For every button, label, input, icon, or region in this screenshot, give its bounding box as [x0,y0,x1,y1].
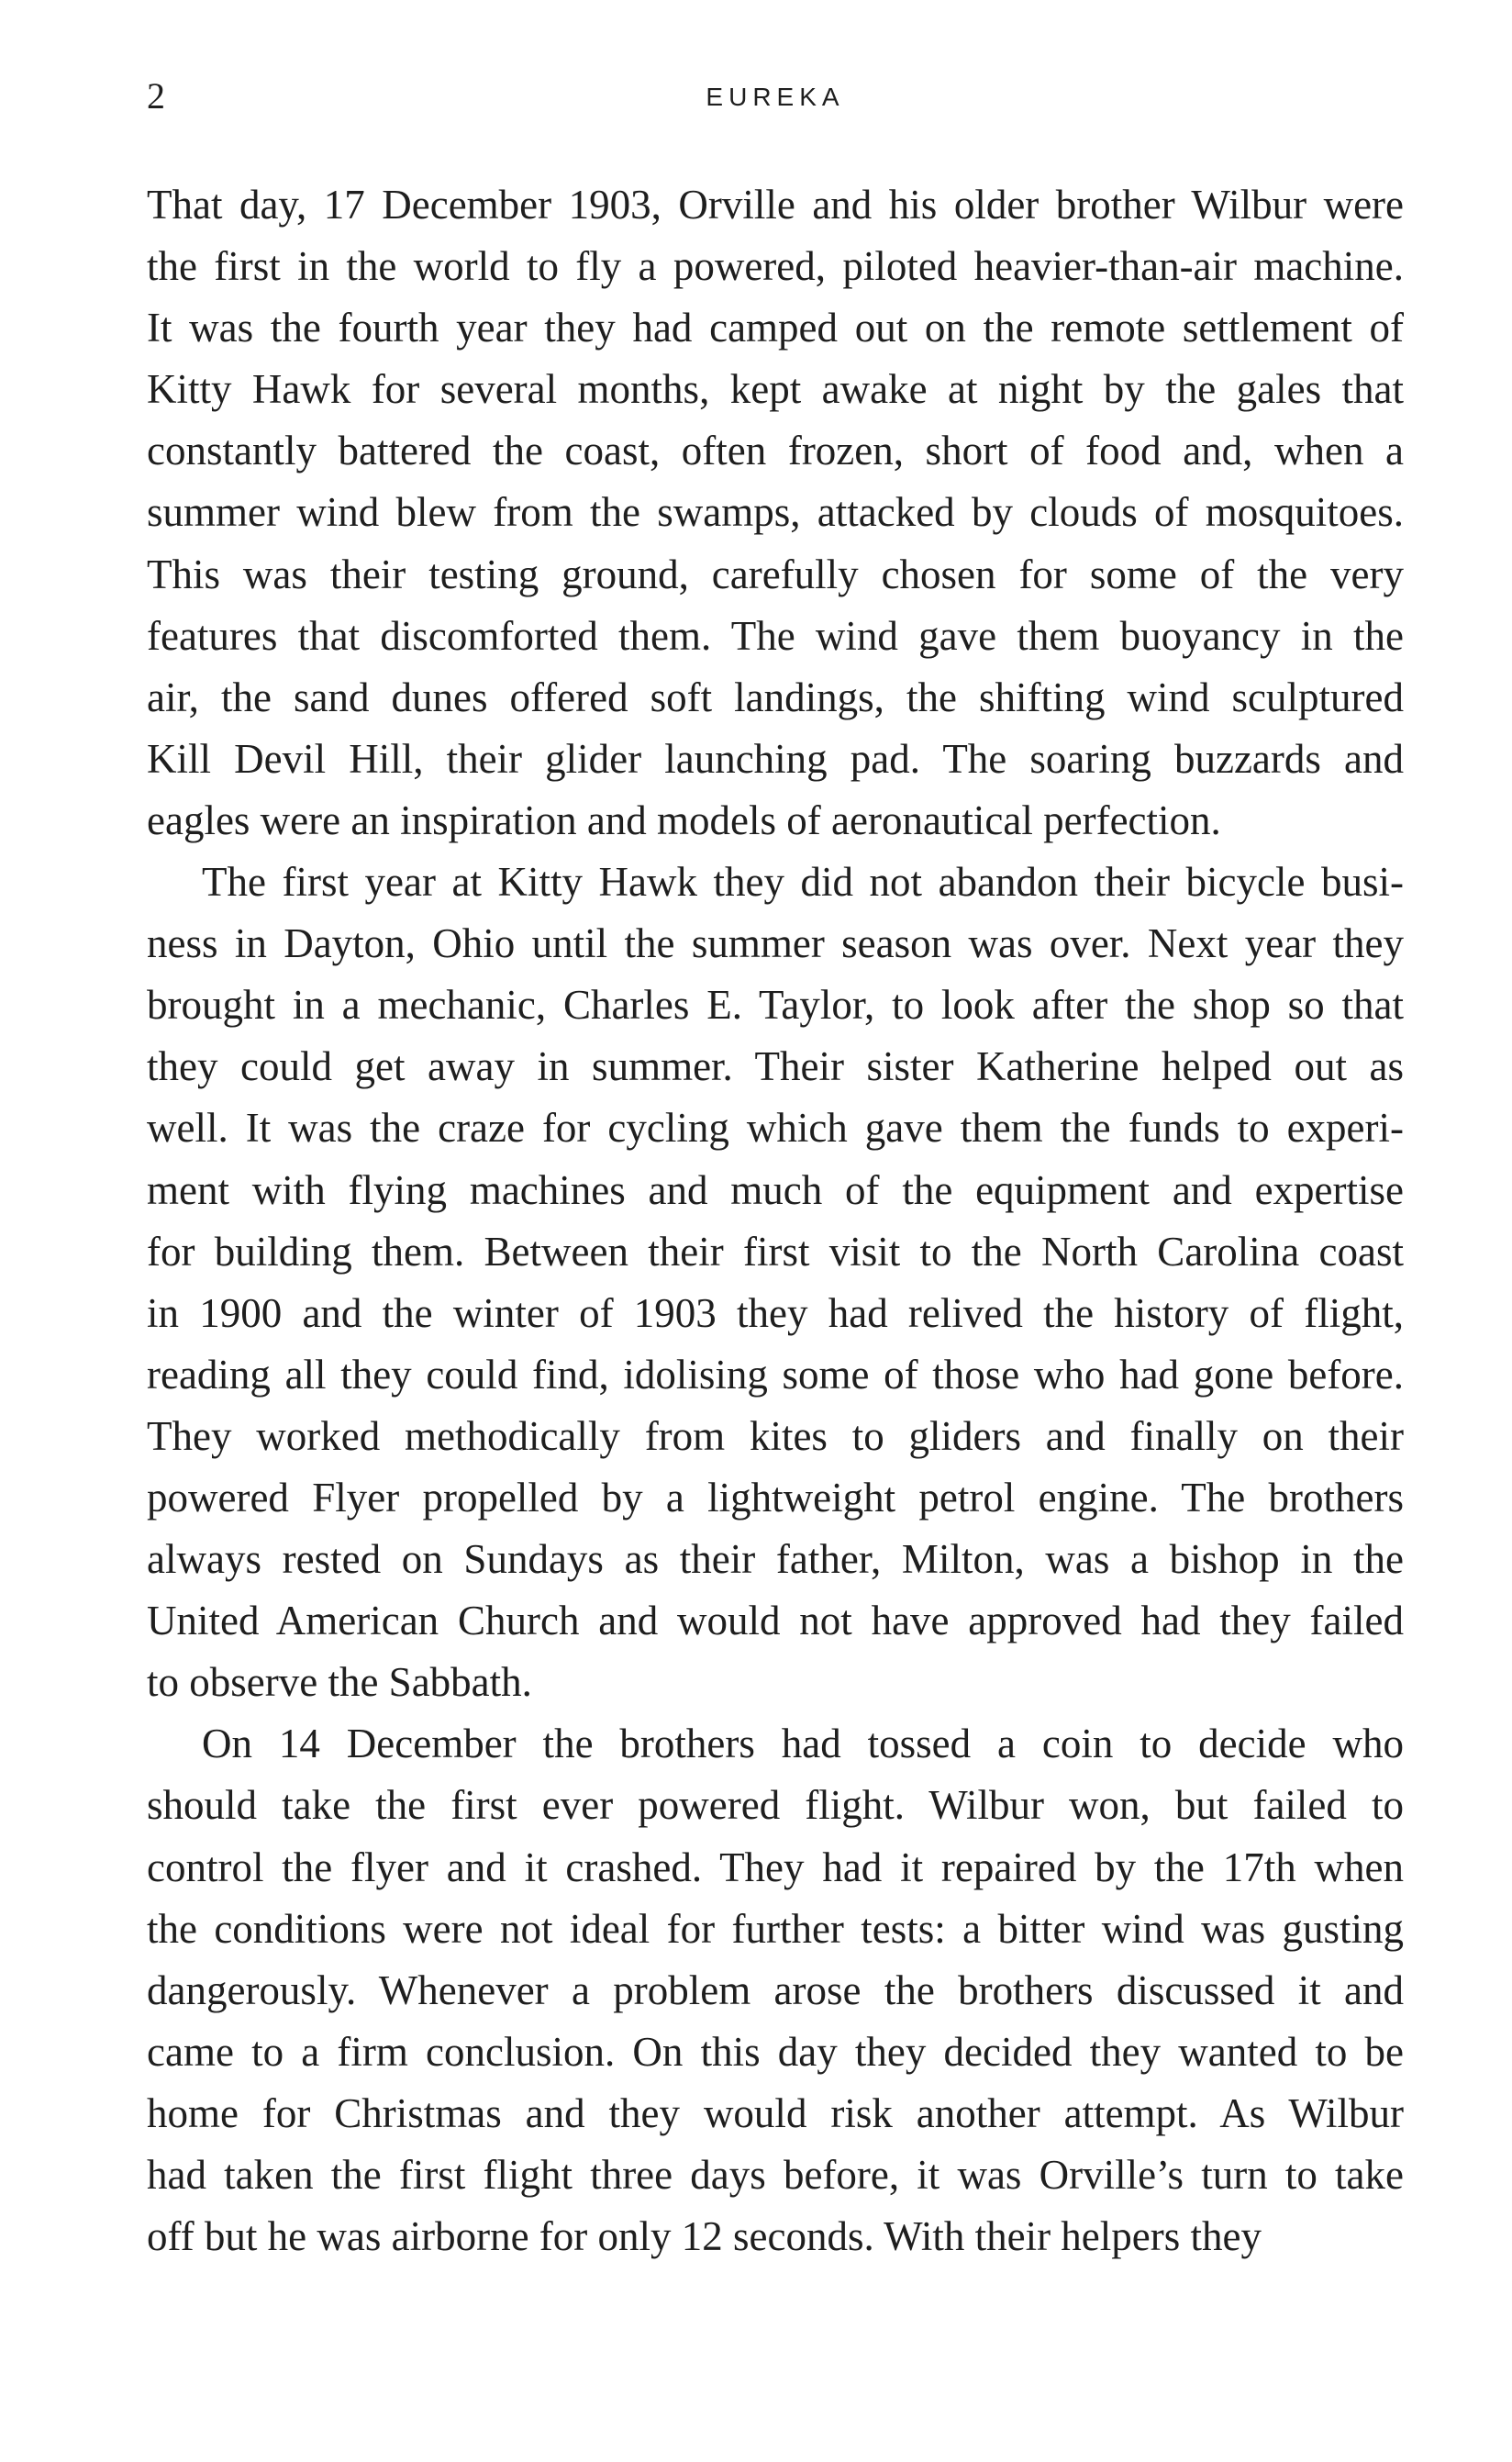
text-line: the first in the world to fly a powered, piloted heavier-than-air machine. [147,243,1404,290]
text-line: They worked methodically from kites to gliders and finally on their [147,1412,1404,1459]
text-line: constantly battered the coast, often frozen, short of food and, when a [147,428,1404,474]
text-line: ness in Dayton, Ohio until the summer season was over. Next year they [147,920,1404,967]
text-line: It was the fourth year they had camped out on the remote settlement of [147,305,1404,351]
text-line: Kitty Hawk for several months, kept awake at night by the gales that [147,366,1404,413]
paragraph [147,852,1404,1713]
paragraph [147,174,1404,852]
text-line: The first year at Kitty Hawk they did not abandon their bicycle busi- [202,859,1404,906]
text-line: eagles were an inspiration and models of aeronautical perfection. [147,797,1221,843]
text-line: always rested on Sundays as their father, Milton, was a bishop in the [147,1536,1404,1583]
text-line: control the flyer and it crashed. They had it repaired by the 17th when [147,1844,1404,1890]
text-line: had taken the first flight three days before, it was Orville’s turn to take [147,2152,1404,2198]
text-line: features that discomforted them. The wind gave them buoyancy in the [147,612,1404,659]
text-line: came to a firm conclusion. On this day they decided they wanted to be [147,2028,1404,2075]
text-line: the conditions were not ideal for further tests: a bitter wind was gusting [147,1905,1404,1952]
text-line: Kill Devil Hill, their glider launching pad. The soaring buzzards and [147,735,1404,782]
page-number: 2 [147,75,165,117]
body-text [147,174,1404,2267]
text-line: This was their testing ground, carefully chosen for some of the very [147,551,1404,597]
text-line: for building them. Between their first visit to the North Carolina coast [147,1228,1404,1275]
paragraph [147,1713,1404,2267]
text-line: air, the sand dunes offered soft landings, the shifting wind sculptured [147,674,1404,720]
text-line: That day, 17 December 1903, Orville and his older brother Wilbur were [147,182,1404,228]
text-line: brought in a mechanic, Charles E. Taylor, to look after the shop so that [147,982,1404,1029]
text-line: well. It was the craze for cycling which gave them the funds to experi- [147,1105,1404,1152]
text-line: On 14 December the brothers had tossed a coin to decide who [202,1721,1404,1767]
text-line: United American Church and would not have approved had they failed [147,1598,1404,1644]
text-line: ment with flying machines and much of the equipment and expertise [147,1166,1404,1213]
text-line: reading all they could find, idolising some of those who had gone before. [147,1351,1404,1398]
text-line: to observe the Sabbath. [147,1659,532,1706]
running-title: EUREKA [706,83,845,111]
running-head [147,73,1404,119]
text-line: dangerously. Whenever a problem arose the brothers discussed it and [147,1966,1404,2013]
text-line: home for Christmas and they would risk another attempt. As Wilbur [147,2089,1404,2136]
text-line: they could get away in summer. Their sister Katherine helped out as [147,1043,1404,1090]
text-line: powered Flyer propelled by a lightweight petrol engine. The brothers [147,1474,1404,1521]
text-line: in 1900 and the winter of 1903 they had relived the history of flight, [147,1289,1404,1336]
text-line: off but he was airborne for only 12 seconds. With their helpers they [147,2213,1262,2260]
text-line: summer wind blew from the swamps, attacked by clouds of mosquitoes. [147,489,1404,536]
text-line: should take the first ever powered flight. Wilbur won, but failed to [147,1782,1404,1829]
